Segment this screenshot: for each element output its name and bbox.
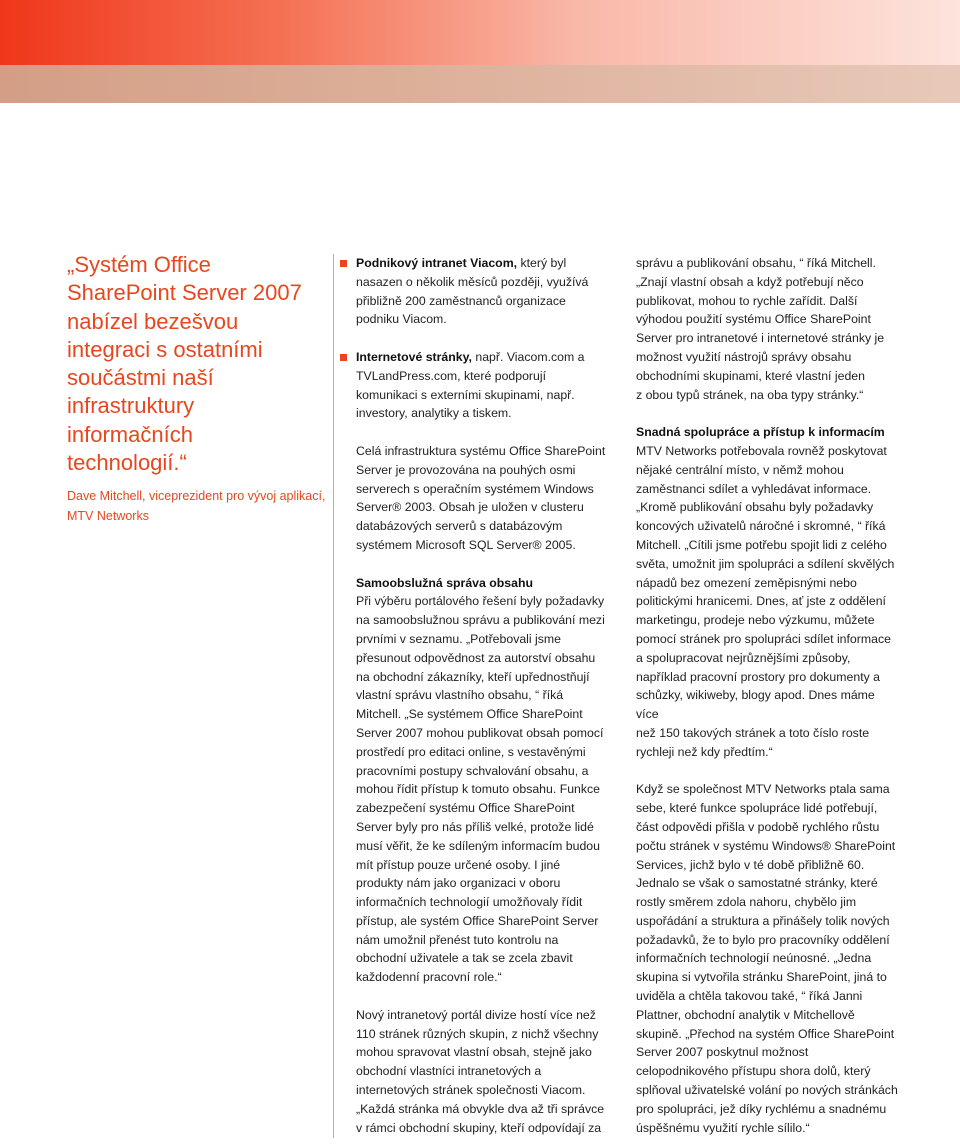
section-title-self-service: Samoobslužná správa obsahu <box>356 575 533 590</box>
text-line: Server 2007 poskytnul možnost <box>636 1045 809 1060</box>
text-line: sebe, které funkce spolupráce lidé potřebují, <box>636 801 878 816</box>
text-line: Mitchell. „Se systémem Office SharePoint <box>356 707 583 722</box>
text-line: splňoval uživatelské volání po nových stránkách <box>636 1083 898 1098</box>
text-line: publikovat, mohou to rychle zařídit. Další <box>636 293 858 308</box>
bullet-list <box>356 254 618 423</box>
bullet-line: který byl <box>517 256 567 270</box>
bullet-square-icon <box>340 354 347 361</box>
section-title-collaboration: Snadná spolupráce a přístup k informacím <box>636 425 885 440</box>
text-line: zabezpečení systému Office SharePoint <box>356 801 575 816</box>
text-line: uspořádání a struktura a přinášely tolik nových <box>636 913 890 928</box>
quote-attribution <box>67 486 327 526</box>
paragraph-sharepoint-growth <box>636 780 898 1137</box>
text-line: Plattner, obchodní analytik v Mitchellově <box>636 1007 855 1022</box>
text-line: skupina si vytvořila stránku SharePoint, jiná to <box>636 970 887 985</box>
bullet-item <box>356 348 618 423</box>
text-line: v rámci obchodní skupiny, kteří odpovídají za <box>356 1120 602 1135</box>
paragraph-content-management <box>636 254 898 404</box>
text-line: uviděla a chtěla takovou také, “ říká Janni <box>636 989 863 1004</box>
text-line: Mitchell. „Cítili jsme potřebu spojit lidi z celého <box>636 537 887 552</box>
text-line: pro spolupráci, jež díky rychlému a snadnému <box>636 1101 887 1116</box>
bullet-line: např. Viacom.com a <box>471 349 585 364</box>
text-line: úspěšnému využití rychle sílilo.“ <box>636 1120 810 1135</box>
text-line: politickými hranicemi. Dnes, ať jste z oddělení <box>636 594 886 609</box>
quote-line: SharePoint Server 2007 <box>67 280 302 306</box>
text-line: pomocí stránek pro spolupráci sdílet informace <box>636 631 891 646</box>
text-line: musí věřit, že ke sdíleným informacím budou <box>356 838 600 853</box>
paragraph-collaboration <box>636 442 898 762</box>
text-line: mít přístup pouze určené osoby. I jiné <box>356 857 561 872</box>
text-line: na samoobslužnou správu a publikování mezi <box>356 613 605 628</box>
text-line: mohou řídit přístup k tomuto obsahu. Funkce <box>356 782 601 797</box>
text-line: rychleji než kdy předtím.“ <box>636 744 773 759</box>
text-line: schůzky, wikiweby, blogy apod. Dnes máme více <box>636 688 875 722</box>
text-line: systémem Microsoft SQL Server® 2005. <box>356 537 576 552</box>
text-line: Celá infrastruktura systému Office SharePoint <box>356 443 606 458</box>
quote-line: „Systém Office <box>67 252 211 277</box>
text-line: každodenní pracovní role.“ <box>356 970 502 985</box>
text-line: 110 stránek různých skupin, z nichž všechny <box>356 1026 599 1041</box>
text-column-3 <box>636 254 898 1137</box>
text-line: Services, jichž bylo v té době přibližně 60. <box>636 857 865 872</box>
attribution-line: MTV Networks <box>67 509 149 523</box>
column-divider <box>333 254 334 1138</box>
text-line: Při výběru portálového řešení byly požadavky <box>356 594 605 609</box>
text-line: část odpovědi přišla v podobě rychlého růstu <box>636 819 880 834</box>
text-line: světa, umožnit jim spolupráci a sdílení skvělých <box>636 556 895 571</box>
text-line: nápadů bez omezení zeměpisnými nebo <box>636 575 857 590</box>
quote-line: informačních <box>67 421 193 447</box>
text-line: vlastní správu vlastního obsahu, “ říká <box>356 688 564 703</box>
text-line: Když se společnost MTV Networks ptala sama <box>636 782 890 797</box>
bullet-lead: Podnikový intranet Viacom, <box>356 256 518 270</box>
text-line: Server 2007 mohou publikovat obsah pomocí <box>356 725 604 740</box>
text-line: výhodou použití systému Office SharePoint <box>636 312 871 327</box>
text-line: možnost využití nástrojů správy obsahu <box>636 349 852 364</box>
text-line: přesunout odpovědnost za autorství obsahu <box>356 650 596 665</box>
text-line: než 150 takových stránek a toto číslo roste <box>636 725 870 740</box>
text-line: MTV Networks potřebovala rovněž poskytovat <box>636 443 887 458</box>
bullet-line: investory, analytiky a tiskem. <box>356 406 512 421</box>
text-line: mohou spravovat vlastní obsah, stejně jako <box>356 1045 592 1060</box>
text-line: nám umožnil přenést tuto kontrolu na <box>356 932 559 947</box>
quote-line: součástmi naší <box>67 365 214 391</box>
text-line: zaměstnanci sdílet a vyhledávat informace. <box>636 481 872 496</box>
pull-quote <box>67 251 327 477</box>
text-line: správu a publikování obsahu, “ říká Mitchell. <box>636 256 876 270</box>
text-line: skupině. „Přechod na systém Office SharePoint <box>636 1026 895 1041</box>
bullet-line: přibližně 200 zaměstnanců organizace <box>356 293 566 308</box>
text-line: Server pro intranetové i internetové stránky je <box>636 331 885 346</box>
bullet-lead: Internetové stránky, <box>356 349 472 364</box>
paragraph-self-service <box>356 592 618 987</box>
text-line: marketingu, prodeje nebo výzkumu, můžete <box>636 613 875 628</box>
bullet-line: komunikaci s externími skupinami, např. <box>356 387 575 402</box>
text-line: obchodními skupinami, které vlastní jeden <box>636 368 865 383</box>
text-line: Jednalo se však o samostatné stránky, které <box>636 876 878 891</box>
text-line: celopodnikového přístupu shora dolů, který <box>636 1064 871 1079</box>
text-line: prvními v seznamu. „Potřebovali jsme <box>356 631 562 646</box>
text-line: produkty nám jako organizaci v oboru <box>356 876 561 891</box>
text-line: informačních technologií umožňovaly řídit <box>356 895 583 910</box>
text-line: přístup, ale systém Office SharePoint Server <box>356 913 599 928</box>
text-line: nějaké centrální místo, v němž mohou <box>636 462 844 477</box>
text-line: „Kromě publikování obsahu byly požadavky <box>636 500 874 515</box>
text-line: „Znají vlastní obsah a když potřebují něco <box>636 274 864 289</box>
text-line: prostředí pro editaci online, s vestavěnými <box>356 744 586 759</box>
text-line: z obou typů stránek, na oba typy stránky.“ <box>636 387 864 402</box>
text-line: serverech s operačním systémem Windows <box>356 481 594 496</box>
text-line: požadavků, že to bylo pro pracovníky oddělení <box>636 932 890 947</box>
quote-line: technologií.“ <box>67 450 187 476</box>
text-line: Server® 2003. Obsah je uložen v clusteru <box>356 500 584 515</box>
text-line: Nový intranetový portál divize hostí více než <box>356 1007 596 1022</box>
paragraph-intranet-portal <box>356 1006 618 1138</box>
bullet-line: TVLandPress.com, které podporují <box>356 368 547 383</box>
text-line: obchodní vlastníci intranetových a <box>356 1064 542 1079</box>
quote-line: infrastruktury <box>67 393 195 419</box>
text-line: Server je provozována na pouhých osmi <box>356 462 576 477</box>
text-line: například pracovní prostory pro dokumenty a <box>636 669 881 684</box>
bullet-item <box>356 254 618 329</box>
text-line: „Každá stránka má obvykle dva až tři správce <box>356 1101 605 1116</box>
bullet-spacer <box>356 329 618 348</box>
text-line: rostly směrem zdola nahoru, chybělo jim <box>636 895 857 910</box>
text-line: informačních technologií neúnosné. „Jedna <box>636 951 872 966</box>
text-column-2 <box>356 254 618 1137</box>
text-line: koncových uživatelů náročné i skromné, “ říká <box>636 519 886 534</box>
text-line: pracovními postupy schvalování obsahu, a <box>356 763 589 778</box>
header-band-bottom <box>0 65 960 103</box>
bullet-line: podniku Viacom. <box>356 312 447 327</box>
paragraph-infrastructure <box>356 442 618 555</box>
text-line: databázových serverů s databázovým <box>356 519 563 534</box>
text-line: internetových stránek společnosti Viacom. <box>356 1083 586 1098</box>
quote-line: integraci s ostatními <box>67 336 263 362</box>
text-line: a spolupracovat nejrůznějšími způsoby, <box>636 650 851 665</box>
bullet-square-icon <box>340 260 347 267</box>
text-line: Server byly pro nás příliš velké, protože lidé <box>356 819 594 834</box>
attribution-line: Dave Mitchell, viceprezident pro vývoj aplikací, <box>67 489 326 503</box>
header-band-top <box>0 0 960 65</box>
bullet-line: nasazen o několik měsíců později, využívá <box>356 274 589 289</box>
text-line: na obchodní zákazníky, kteří upřednostňují <box>356 669 590 684</box>
text-line: obchodní uživatele a tak se zcela zbavit <box>356 951 573 966</box>
text-line: počtu stránek v systému Windows® SharePoint <box>636 838 896 853</box>
quote-line: nabízel bezešvou <box>67 308 239 334</box>
